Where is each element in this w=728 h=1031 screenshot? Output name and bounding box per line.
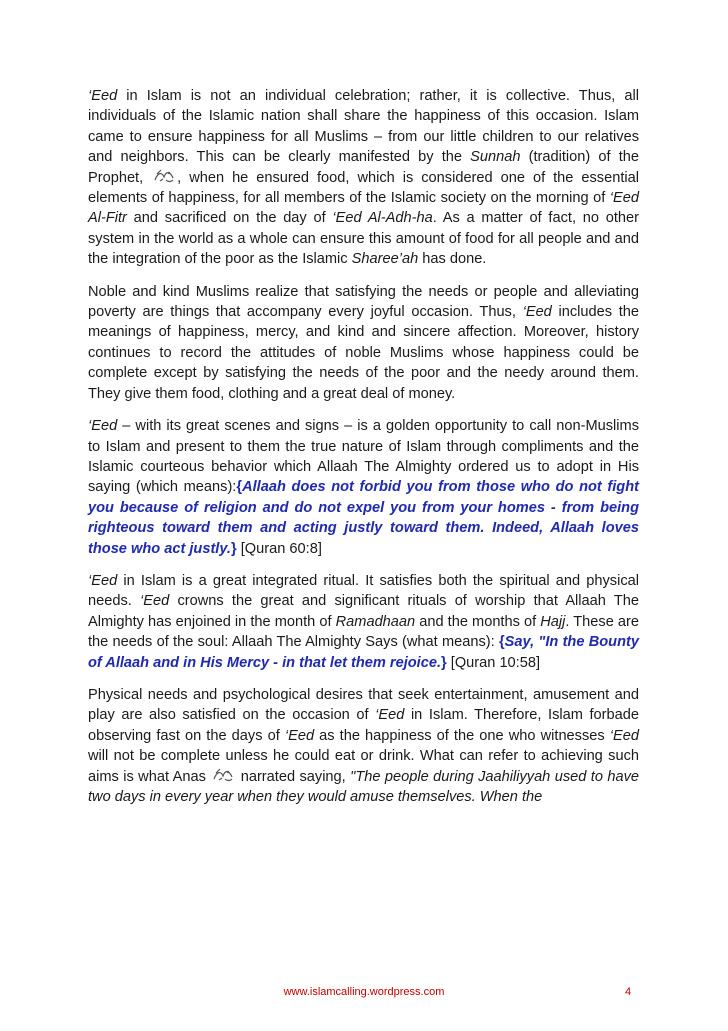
quran-verse: Allaah does not forbid you from those who do not fight you because of religion and do not expel you from your homes - from being righteous toward them and acting justly toward them. Indeed, Allaah loves those who act justly. xyxy=(88,479,640,557)
italic-term: ‘Eed xyxy=(522,304,552,321)
body-text xyxy=(88,86,639,819)
verse-bracket: } xyxy=(231,540,237,557)
verse-bracket: { xyxy=(236,479,243,496)
footer-url[interactable]: www.islamcalling.wordpress.com xyxy=(283,986,445,998)
paragraph: ‘Eed – with its great scenes and signs – is a golden opportunity to call non-Muslims to Islam and present to them the true nature of Islam through compliments and the Islamic courteous behavior which Allaah The Almighty ordered us to adopt in His saying (which means):{Allaah does not forbid you from those who do not fight you because of religion and do not expel you from your homes - from being righteous toward them and acting justly toward them. Indeed, Allaah loves those who act justly.} [Quran 60:8] xyxy=(88,418,640,557)
italic-term: ‘Eed xyxy=(88,418,118,435)
italic-term: ‘Eed Al-Fitr xyxy=(88,190,639,227)
italic-term: ‘Eed xyxy=(609,727,639,744)
italic-term: ‘Eed Al-Adh-ha xyxy=(332,210,433,227)
italic-term: ‘Eed xyxy=(88,572,118,589)
italic-term: ‘Eed xyxy=(88,88,118,104)
italic-term: Sunnah xyxy=(470,149,521,166)
italic-term: "The people during Jaahiliyyah used to have two days in every year when they would amuse themselves. When the xyxy=(88,768,639,805)
companion-salutation-icon xyxy=(211,767,235,783)
italic-term: ‘Eed xyxy=(284,727,315,744)
salutation-calligraphy-icon xyxy=(152,168,176,184)
paragraph: Noble and kind Muslims realize that satisfying the needs or people and alleviating poverty are things that accompany every joyful occasion. Thus, ‘Eed includes the meanings of happiness, mercy, and kind and sincere affection. Moreover, history continues to record the attitudes of noble Muslims whose happiness could be complete except by satisfying the needs of the poor and the needy around them. They give them food, clothing and a great deal of money. xyxy=(88,283,639,402)
verse-bracket: { xyxy=(498,634,505,651)
paragraph: ‘Eed in Islam is a great integrated ritual. It satisfies both the spiritual and physical needs. ‘Eed crowns the great and significant rituals of worship that Allaah The Almighty has enjoined in the month of Ramadhaan and the months of Hajj. These are the needs of the soul: Allaah The Almighty Says (what means): {Say, "In the Bounty of Allaah and in His Mercy - in that let them rejoice.} [Quran 10:58] xyxy=(88,572,639,671)
italic-term: Hajj xyxy=(540,613,566,630)
italic-term: Ramadhaan xyxy=(335,613,416,630)
paragraph: Physical needs and psychological desires that seek entertainment, amusement and play are also satisfied on the occasion of ‘Eed in Islam. Therefore, Islam forbade observing fast on the days of ‘Eed as the happiness of the one who witnesses ‘Eed will not be complete unless he could eat or drink. What can refer to achieving such aims is what Anas narrated saying, "The people during Jaahiliyyah used to have two days in every year when they would amuse themselves. When the xyxy=(88,686,639,805)
italic-term: Sharee’ah xyxy=(351,251,419,268)
verse-bracket: } xyxy=(441,654,447,671)
paragraph: ‘Eed in Islam is not an individual celebration; rather, it is collective. Thus, all individuals of the Islamic nation shall share the happiness of this occasion. Islam came to ensure happiness for all Muslims – from our little children to our relatives and neighbors. This can be clearly manifested by the Sunnah (tradition) of the Prophet, , when he ensured food, which is considered one of the essential elements of happiness, for all members of the Islamic society on the morning of ‘Eed Al-Fitr and sacrificed on the day of ‘Eed Al-Adh-ha. As a matter of fact, no other system in the world as a whole can ensure this amount of food for all people and and the integration of the poor as the Islamic Sharee’ah has done. xyxy=(88,88,640,268)
page-footer xyxy=(0,986,728,1006)
quran-verse: Say, "In the Bounty of Allaah and in His Mercy - in that let them rejoice. xyxy=(88,634,639,671)
italic-term: ‘Eed xyxy=(375,707,405,724)
page-number: 4 xyxy=(625,986,632,998)
italic-term: ‘Eed xyxy=(140,593,170,610)
